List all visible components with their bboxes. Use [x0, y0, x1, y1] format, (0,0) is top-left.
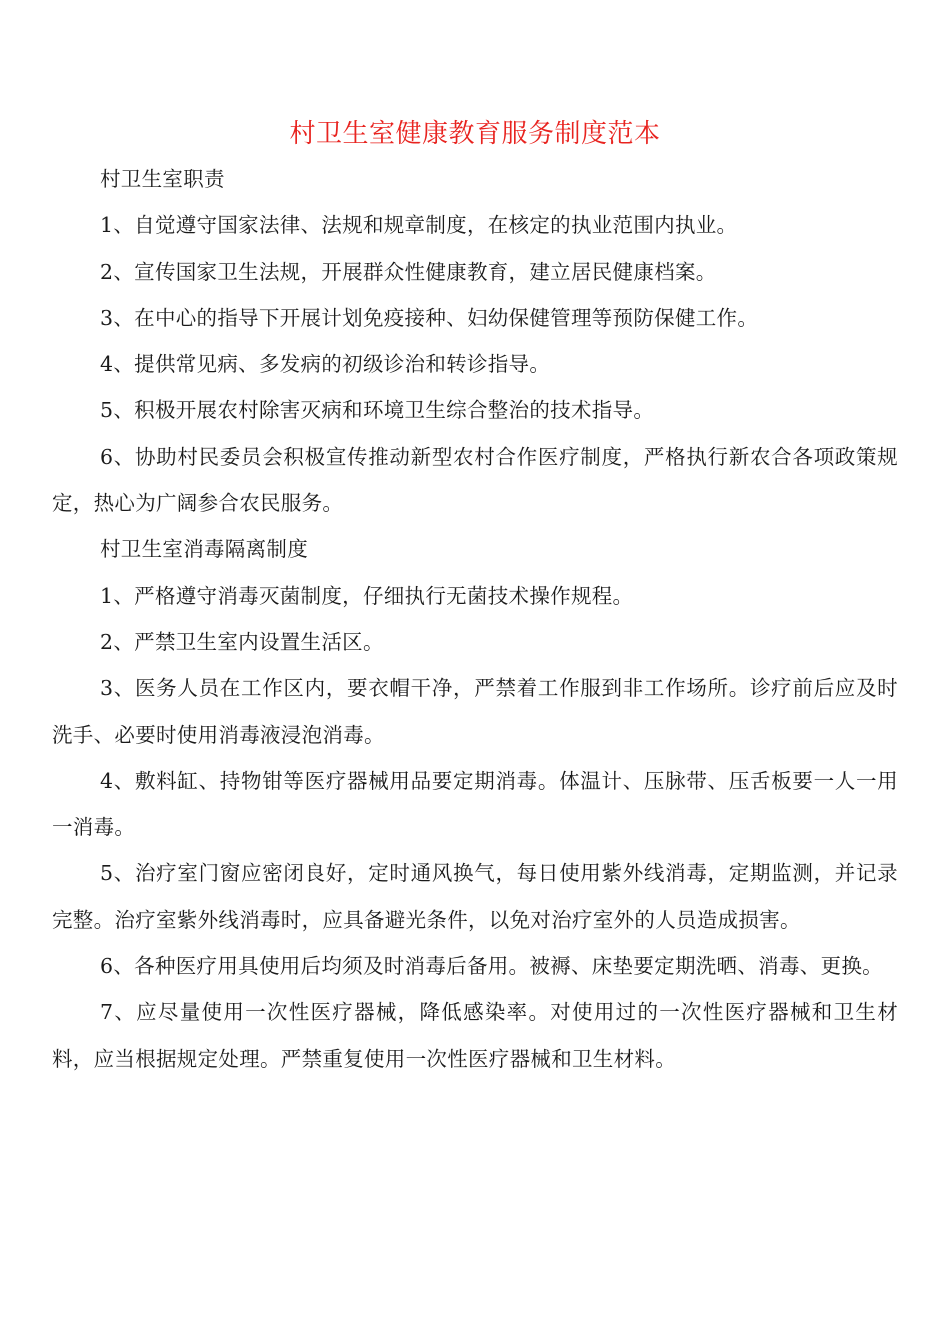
document-page	[52, 112, 898, 1082]
disinfection-item-3: 3、医务人员在工作区内，要衣帽干净，严禁着工作服到非工作场所。诊疗前后应及时洗手、必要时使用消毒液浸泡消毒。	[52, 676, 898, 747]
duty-item-1: 1、自觉遵守国家法律、法规和规章制度，在核定的执业范围内执业。	[100, 213, 738, 238]
duty-item-4: 4、提供常见病、多发病的初级诊治和转诊指导。	[100, 352, 551, 377]
duty-item-5: 5、积极开展农村除害灭病和环境卫生综合整治的技术指导。	[100, 398, 655, 423]
document-title: 村卫生室健康教育服务制度范本	[289, 119, 661, 149]
section-heading-duties: 村卫生室职责	[100, 167, 225, 191]
disinfection-item-1: 1、严格遵守消毒灭菌制度，仔细执行无菌技术操作规程。	[100, 583, 634, 608]
disinfection-item-2: 2、严禁卫生室内设置生活区。	[100, 629, 384, 654]
section-heading-disinfection: 村卫生室消毒隔离制度	[100, 537, 308, 562]
duty-item-3: 3、在中心的指导下开展计划免疫接种、妇幼保健管理等预防保健工作。	[100, 305, 759, 330]
disinfection-item-5: 5、治疗室门窗应密闭良好，定时通风换气，每日使用紫外线消毒，定期监测，并记录完整。治疗室紫外线消毒时，应具备避光条件，以免对治疗室外的人员造成损害。	[52, 861, 898, 932]
duty-item-2: 2、宣传国家卫生法规，开展群众性健康教育，建立居民健康档案。	[100, 259, 717, 284]
duty-item-6: 6、协助村民委员会积极宣传推动新型农村合作医疗制度，严格执行新农合各项政策规定，热心为广阔参合农民服务。	[52, 444, 898, 516]
disinfection-item-7: 7、应尽量使用一次性医疗器械，降低感染率。对使用过的一次性医疗器械和卫生材料，应当根据规定处理。严禁重复使用一次性医疗器械和卫生材料。	[52, 1000, 898, 1071]
disinfection-item-6: 6、各种医疗用具使用后均须及时消毒后备用。被褥、床垫要定期洗晒、消毒、更换。	[100, 954, 883, 979]
disinfection-item-4: 4、敷料缸、持物钳等医疗器械用品要定期消毒。体温计、压脉带、压舌板要一人一用一消毒。	[52, 768, 898, 840]
